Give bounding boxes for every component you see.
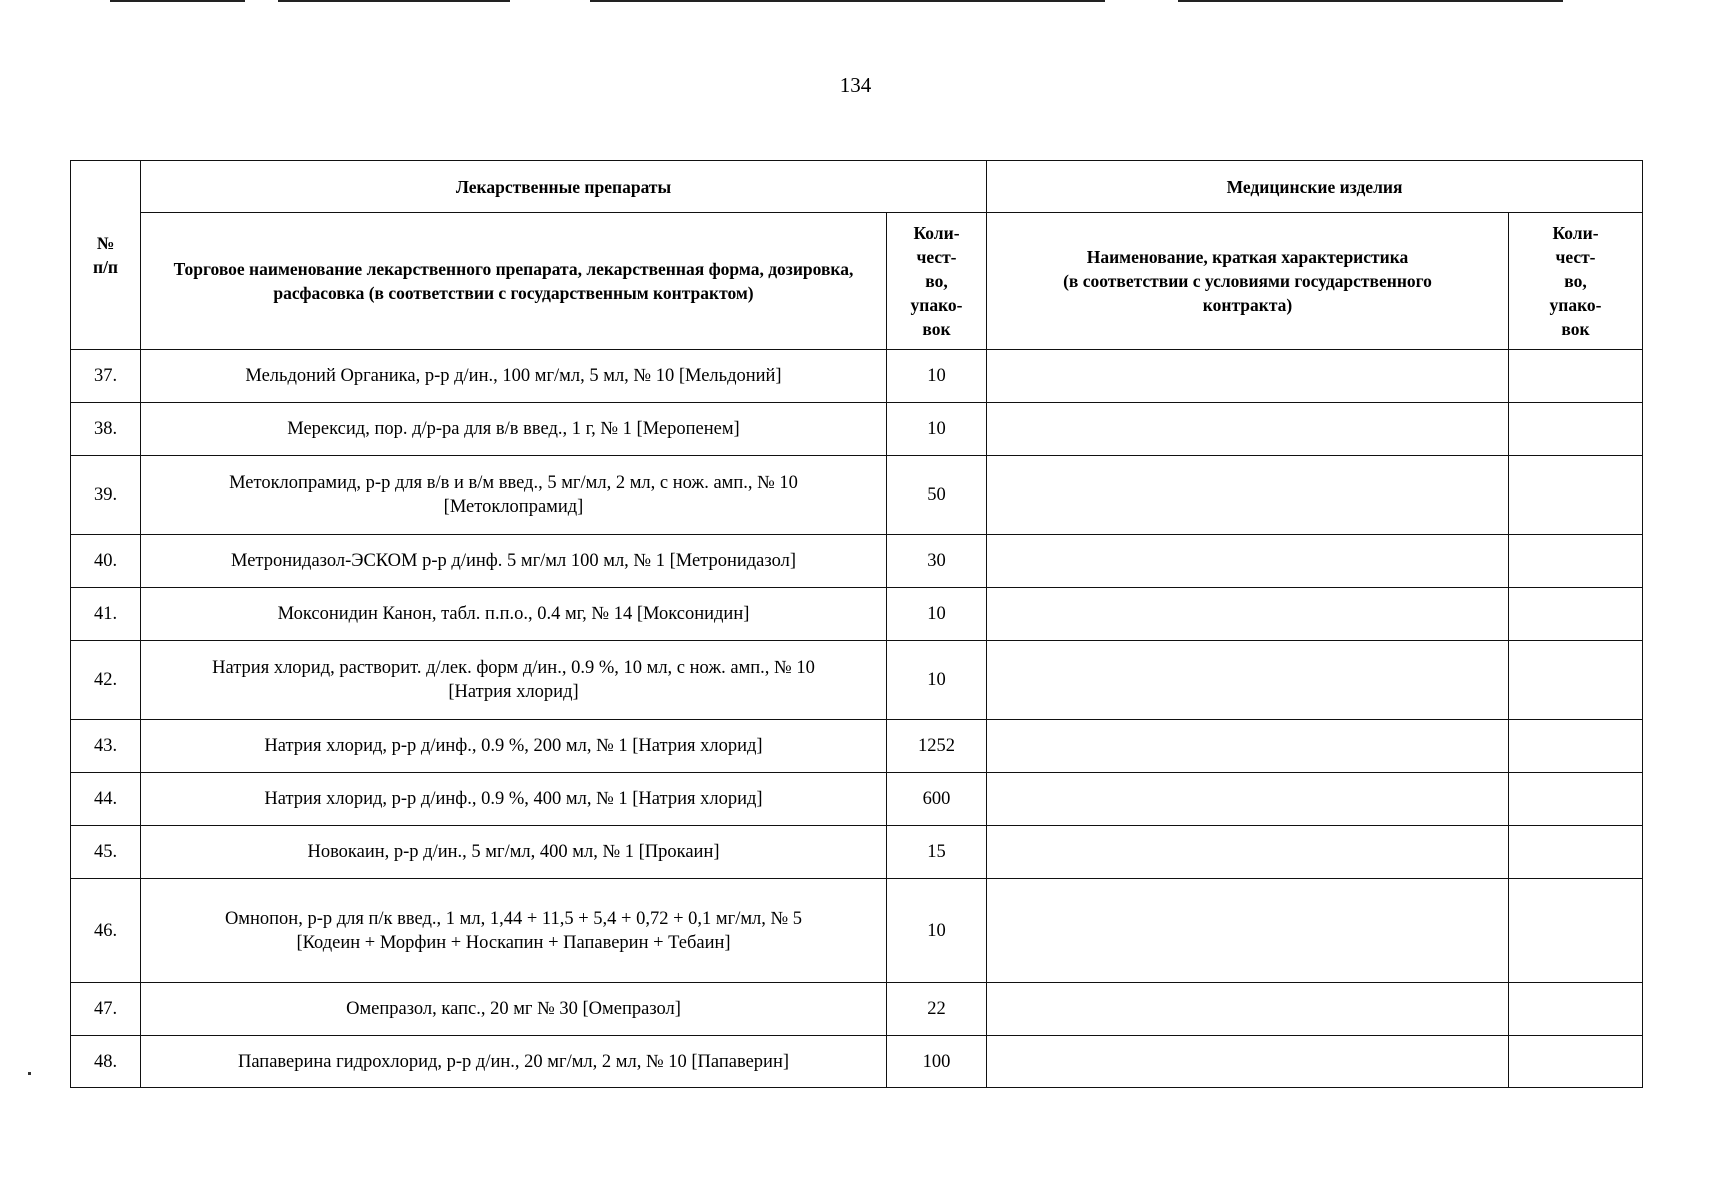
- drug-quantity: 600: [887, 773, 987, 826]
- device-quantity: [1509, 826, 1643, 879]
- table-row: [71, 456, 1643, 535]
- table-row: [71, 720, 1643, 773]
- device-quantity: [1509, 588, 1643, 641]
- drug-name: Омепразол, капс., 20 мг № 30 [Омепразол]: [141, 983, 887, 1036]
- table-row: [71, 773, 1643, 826]
- drug-name: Натрия хлорид, растворит. д/лек. форм д/ин., 0.9 %, 10 мл, с нож. амп., № 10 [Натрия хлорид]: [141, 641, 887, 720]
- table-row: [71, 535, 1643, 588]
- device-name: [987, 350, 1509, 403]
- table-row: [71, 350, 1643, 403]
- row-number: 41.: [71, 588, 141, 641]
- drug-quantity: 30: [887, 535, 987, 588]
- drug-name: Моксонидин Канон, табл. п.п.о., 0.4 мг, № 14 [Моксонидин]: [141, 588, 887, 641]
- row-number: 38.: [71, 403, 141, 456]
- col-header-device-quantity: Коли- чест- во, упако- вок: [1509, 213, 1643, 350]
- row-number: 45.: [71, 826, 141, 879]
- device-name: [987, 535, 1509, 588]
- drug-quantity: 22: [887, 983, 987, 1036]
- table-row: [71, 588, 1643, 641]
- row-number: 39.: [71, 456, 141, 535]
- device-name: [987, 983, 1509, 1036]
- drug-name: Натрия хлорид, р-р д/инф., 0.9 %, 200 мл, № 1 [Натрия хлорид]: [141, 720, 887, 773]
- device-name: [987, 773, 1509, 826]
- drug-quantity: 15: [887, 826, 987, 879]
- device-name: [987, 879, 1509, 983]
- page-number: 134: [839, 73, 872, 97]
- drug-name: Натрия хлорид, р-р д/инф., 0.9 %, 400 мл, № 1 [Натрия хлорид]: [141, 773, 887, 826]
- top-scan-line: [1178, 0, 1563, 2]
- drug-quantity: 50: [887, 456, 987, 535]
- device-quantity: [1509, 535, 1643, 588]
- device-name: [987, 403, 1509, 456]
- drug-name: Мерексид, пор. д/р-ра для в/в введ., 1 г, № 1 [Меропенем]: [141, 403, 887, 456]
- drug-quantity: 10: [887, 403, 987, 456]
- drug-name: Омнопон, р-р для п/к введ., 1 мл, 1,44 + 11,5 + 5,4 + 0,72 + 0,1 мг/мл, № 5 [Кодеин + Морфин + Носкапин + Папаверин + Тебаин]: [141, 879, 887, 983]
- table-row: [71, 879, 1643, 983]
- group-header-drugs: Лекарственные препараты: [141, 161, 987, 213]
- drug-quantity: 10: [887, 350, 987, 403]
- drug-name: Новокаин, р-р д/ин., 5 мг/мл, 400 мл, № 1 [Прокаин]: [141, 826, 887, 879]
- device-name: [987, 720, 1509, 773]
- row-number: 46.: [71, 879, 141, 983]
- scan-speck: [28, 1072, 31, 1075]
- table-row: [71, 983, 1643, 1036]
- device-quantity: [1509, 983, 1643, 1036]
- drug-name: Метронидазол-ЭСКОМ р-р д/инф. 5 мг/мл 100 мл, № 1 [Метронидазол]: [141, 535, 887, 588]
- device-quantity: [1509, 720, 1643, 773]
- row-number: 44.: [71, 773, 141, 826]
- drug-name: Метоклопрамид, р-р для в/в и в/м введ., 5 мг/мл, 2 мл, с нож. амп., № 10 [Метоклопрамид]: [141, 456, 887, 535]
- device-name: [987, 456, 1509, 535]
- device-quantity: [1509, 879, 1643, 983]
- table-row: [71, 403, 1643, 456]
- device-quantity: [1509, 456, 1643, 535]
- drug-quantity: 10: [887, 588, 987, 641]
- col-header-device-name: Наименование, краткая характеристика (в соответствии с условиями государственного контракта): [987, 213, 1509, 350]
- device-quantity: [1509, 1036, 1643, 1088]
- top-scan-line: [278, 0, 510, 2]
- row-number: 40.: [71, 535, 141, 588]
- row-number: 43.: [71, 720, 141, 773]
- top-scan-line: [590, 0, 1105, 2]
- device-name: [987, 826, 1509, 879]
- drug-name: Мельдоний Органика, р-р д/ин., 100 мг/мл, 5 мл, № 10 [Мельдоний]: [141, 350, 887, 403]
- col-header-number: № п/п: [71, 161, 141, 350]
- table-row: [71, 826, 1643, 879]
- group-header-devices: Медицинские изделия: [987, 161, 1643, 213]
- drug-quantity: 100: [887, 1036, 987, 1088]
- drug-quantity: 10: [887, 879, 987, 983]
- device-quantity: [1509, 773, 1643, 826]
- col-header-drug-quantity: Коли- чест- во, упако- вок: [887, 213, 987, 350]
- row-number: 48.: [71, 1036, 141, 1088]
- row-number: 42.: [71, 641, 141, 720]
- device-quantity: [1509, 641, 1643, 720]
- device-quantity: [1509, 403, 1643, 456]
- device-name: [987, 1036, 1509, 1088]
- drug-quantity: 10: [887, 641, 987, 720]
- medicines-table: [70, 160, 1643, 1088]
- top-scan-line: [110, 0, 245, 2]
- col-header-drug-name: Торговое наименование лекарственного препарата, лекарственная форма, дозировка, расфасовка (в соответствии с государственным контрактом): [141, 213, 887, 350]
- row-number: 47.: [71, 983, 141, 1036]
- device-quantity: [1509, 350, 1643, 403]
- table-row: [71, 641, 1643, 720]
- drug-name: Папаверина гидрохлорид, р-р д/ин., 20 мг/мл, 2 мл, № 10 [Папаверин]: [141, 1036, 887, 1088]
- device-name: [987, 588, 1509, 641]
- drug-quantity: 1252: [887, 720, 987, 773]
- row-number: 37.: [71, 350, 141, 403]
- device-name: [987, 641, 1509, 720]
- table-row: [71, 1036, 1643, 1088]
